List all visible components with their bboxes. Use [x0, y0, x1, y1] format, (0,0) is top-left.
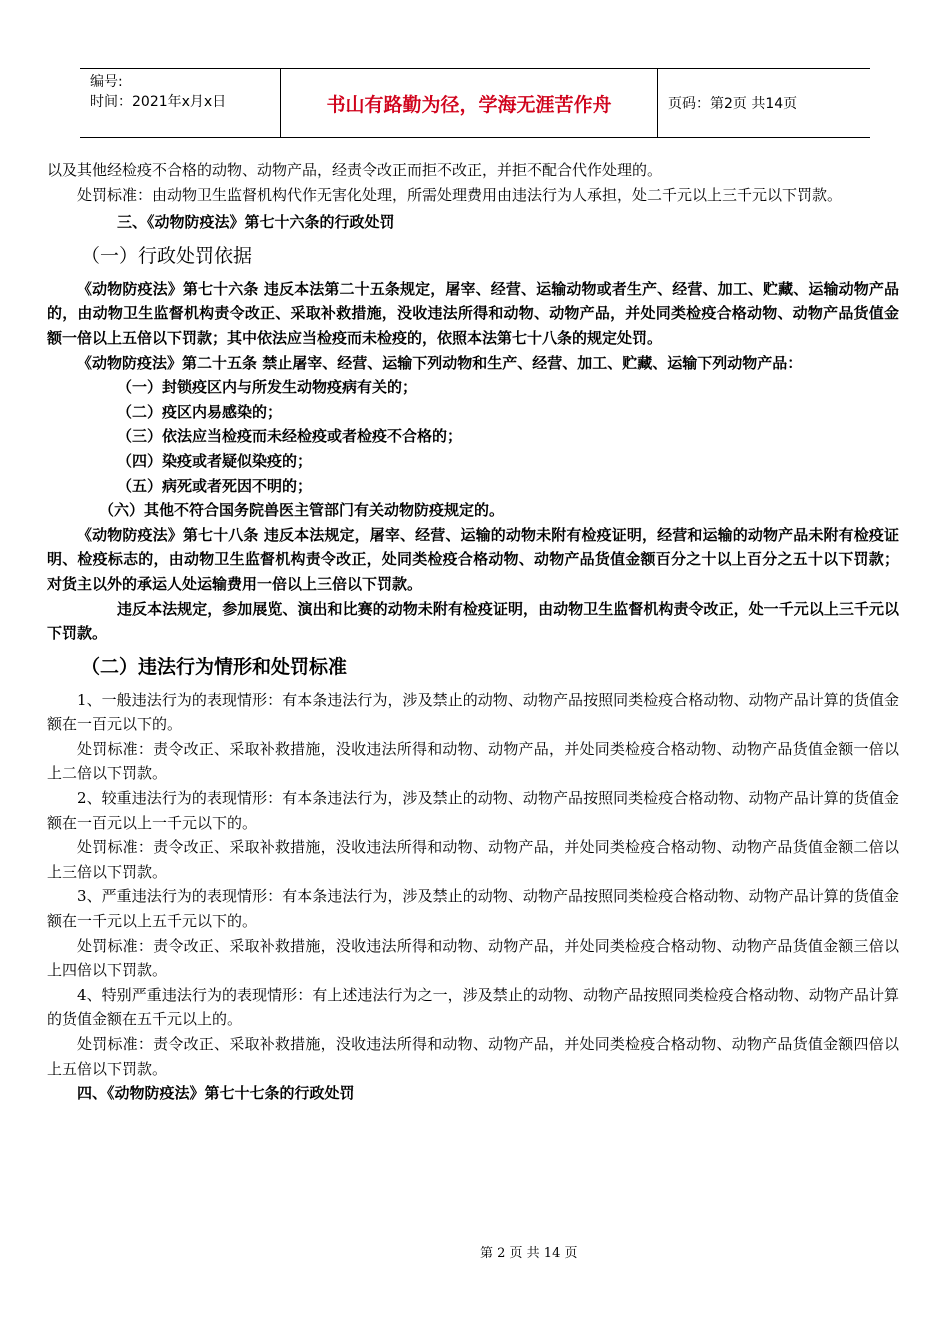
- article-78: 《动物防疫法》第七十八条 违反本法规定，屠宰、经营、运输的动物未附有检疫证明，经营和运输的动物产品未附有检疫证明、检疫标志的，由动物卫生监督机构责令改正，处同类检疫合格动物、动物产品货值金额百分之十以上百分之五十以下罚款；对货主以外的承运人处运输费用一倍以上三倍以下罚款。: [47, 525, 899, 593]
- article-25: 《动物防疫法》第二十五条 禁止屠宰、经营、运输下列动物和生产、经营、加工、贮藏、运输下列动物产品：: [77, 353, 803, 372]
- case-1: 1、一般违法行为的表现情形：有本条违法行为，涉及禁止的动物、动物产品按照同类检疫合格动物、动物产品计算的货值金额在一百元以下的。: [47, 690, 899, 734]
- subsection-1-title: （一）行政处罚依据: [81, 244, 253, 267]
- header-meta: [80, 69, 280, 137]
- standard-2: 处罚标准：责令改正、采取补救措施，没收违法所得和动物、动物产品，并处同类检疫合格动物、动物产品货值金额二倍以上三倍以下罚款。: [47, 838, 899, 881]
- case-4: 4、特别严重违法行为的表现情形：有上述违法行为之一，涉及禁止的动物、动物产品按照同类检疫合格动物、动物产品计算的货值金额在五千元以上的。: [47, 985, 899, 1029]
- page-header: [80, 68, 870, 138]
- list-item: （一）封锁疫区内与所发生动物疫病有关的；: [117, 378, 418, 397]
- standard-4: 处罚标准：责令改正、采取补救措施，没收违法所得和动物、动物产品，并处同类检疫合格动物、动物产品货值金额四倍以上五倍以下罚款。: [47, 1035, 899, 1078]
- section-4-title: 四、《动物防疫法》第七十七条的行政处罚: [77, 1084, 355, 1103]
- header-page-info: 页码：第2页 共14页: [668, 96, 798, 112]
- paragraph: 以及其他经检疫不合格的动物、动物产品，经责令改正而拒不改正，并拒不配合代作处理的。: [47, 161, 663, 179]
- standard-3: 处罚标准：责令改正、采取补救措施，没收违法所得和动物、动物产品，并处同类检疫合格动物、动物产品货值金额三倍以上四倍以下罚款。: [47, 936, 899, 980]
- time-label: 时间：2021年x月x日: [90, 94, 227, 110]
- doc-number-label: 编号:: [90, 74, 123, 90]
- case-3: 3、严重违法行为的表现情形：有本条违法行为，涉及禁止的动物、动物产品按照同类检疫合格动物、动物产品计算的货值金额在一千元以上五千元以下的。: [47, 887, 899, 931]
- page-footer: 第 2 页 共 14 页: [480, 1246, 578, 1261]
- article-78-clause-2: 违反本法规定，参加展览、演出和比赛的动物未附有检疫证明，由动物卫生监督机构责令改正，处一千元以上三千元以下罚款。: [47, 599, 899, 643]
- list-item: （二）疫区内易感染的；: [117, 402, 283, 421]
- article-76: 《动物防疫法》第七十六条 违反本法第二十五条规定，屠宰、经营、运输动物或者生产、经营、加工、贮藏、运输动物产品的，由动物卫生监督机构责令改正、采取补救措施，没收违法所得和动物、动物产品，并处同类检疫合格动物、动物产品货值金额一倍以上五倍以下罚款；其中依法应当检疫而未检疫的，依照本法第七十八条的规定处罚。: [47, 279, 899, 347]
- document-body: [47, 158, 899, 1106]
- list-item: （五）病死或者死因不明的；: [117, 476, 313, 495]
- header-motto: 书山有路勤为径，学海无涯苦作舟: [280, 69, 658, 137]
- list-item: （四）染疫或者疑似染疫的；: [117, 451, 313, 470]
- section-3-title: 三、《动物防疫法》第七十六条的行政处罚: [117, 213, 395, 232]
- standard-1: 处罚标准：责令改正、采取补救措施，没收违法所得和动物、动物产品，并处同类检疫合格动物、动物产品货值金额一倍以上二倍以下罚款。: [47, 739, 899, 783]
- paragraph: 处罚标准：由动物卫生监督机构代作无害化处理，所需处理费用由违法行为人承担，处二千元以上三千元以下罚款。: [77, 185, 843, 204]
- case-2: 2、较重违法行为的表现情形：有本条违法行为，涉及禁止的动物、动物产品按照同类检疫合格动物、动物产品计算的货值金额在一百元以上一千元以下的。: [47, 789, 899, 832]
- list-item: （六）其他不符合国务院兽医主管部门有关动物防疫规定的。: [99, 501, 505, 520]
- list-item: （三）依法应当检疫而未经检疫或者检疫不合格的；: [117, 427, 463, 446]
- subsection-2-title: （二）违法行为情形和处罚标准: [81, 655, 348, 678]
